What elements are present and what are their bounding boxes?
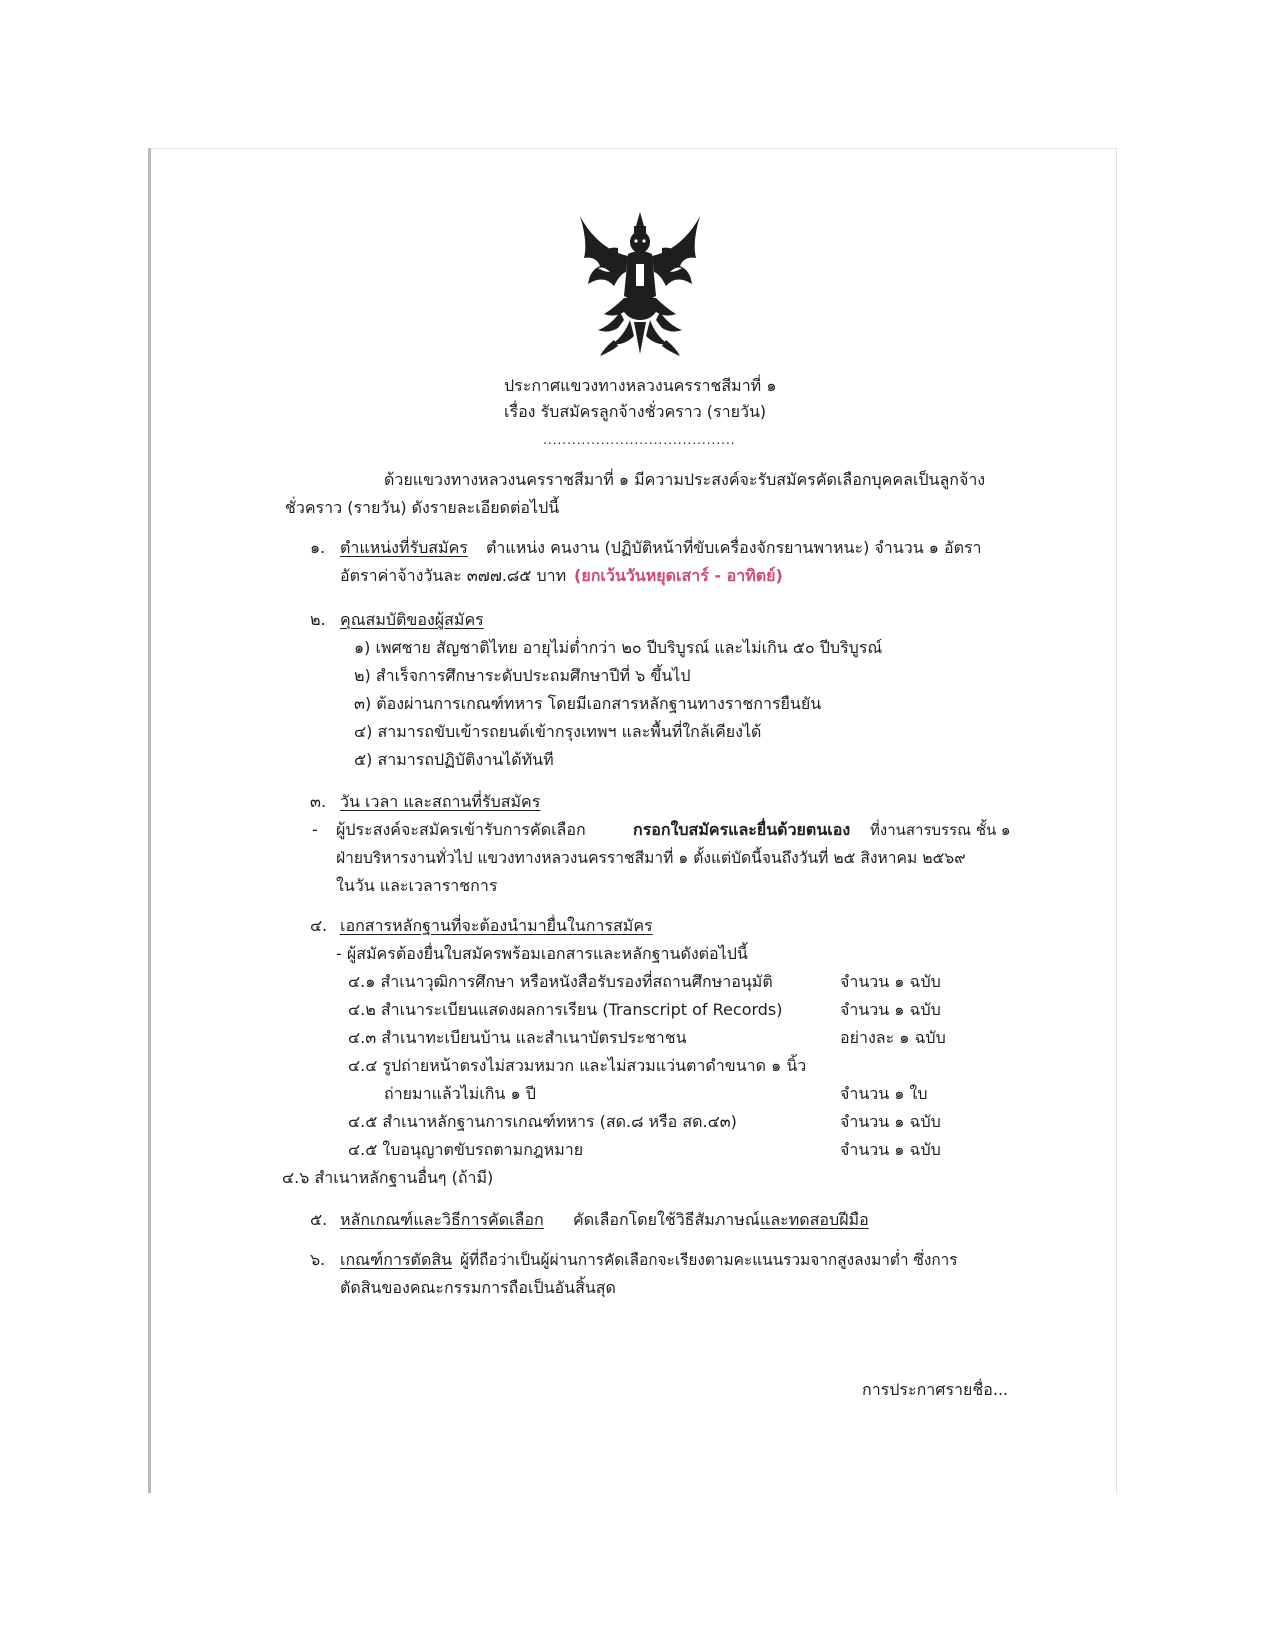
section5-number: ๕. xyxy=(310,1210,328,1229)
page-edge-right xyxy=(1116,148,1117,1493)
section3-line1-start: ผู้ประสงค์จะสมัครเข้ารับการคัดเลือก xyxy=(336,820,586,839)
section3-number: ๓. xyxy=(310,792,327,811)
intro-line-1: ด้วยแขวงทางหลวงนครราชสีมาที่ ๑ มีความประสงค์จะรับสมัครคัดเลือกบุคคลเป็นลูกจ้าง xyxy=(384,470,986,489)
document-item-qty: จำนวน ๑ ฉบับ xyxy=(840,1112,941,1131)
garuda-emblem-icon xyxy=(574,208,706,358)
qualification-item: ๑) เพศชาย สัญชาติไทย อายุไม่ต่ำกว่า ๒๐ ปีบริบูรณ์ และไม่เกิน ๕๐ ปีบริบูรณ์ xyxy=(354,638,883,657)
section4-heading: เอกสารหลักฐานที่จะต้องนำมายื่นในการสมัคร xyxy=(340,916,653,935)
document-item: ถ่ายมาแล้วไม่เกิน ๑ ปี xyxy=(384,1084,536,1103)
section4-number: ๔. xyxy=(310,916,328,935)
section5-heading: หลักเกณฑ์และวิธีการคัดเลือก xyxy=(340,1210,544,1229)
document-item-extra: ๔.๖ สำเนาหลักฐานอื่นๆ (ถ้ามี) xyxy=(282,1168,494,1187)
section1-heading: ตำแหน่งที่รับสมัคร xyxy=(340,538,468,557)
document-item: ๔.๕ ใบอนุญาตขับรถตามกฎหมาย xyxy=(348,1140,584,1159)
section2-heading: คุณสมบัติของผู้สมัคร xyxy=(340,610,484,629)
section6-line1: ผู้ที่ถือว่าเป็นผู้ผ่านการคัดเลือกจะเรียงตามคะแนนรวมจากสูงลงมาต่ำ ซึ่งการ xyxy=(460,1251,958,1269)
page-edge-top xyxy=(150,148,1116,149)
section5-text: คัดเลือกโดยใช้วิธีสัมภาษณ์ xyxy=(573,1210,760,1229)
section3-heading: วัน เวลา และสถานที่รับสมัคร xyxy=(340,792,541,811)
document-item-qty: จำนวน ๑ ฉบับ xyxy=(840,1000,941,1019)
qualification-item: ๓) ต้องผ่านการเกณฑ์ทหาร โดยมีเอกสารหลักฐานทางราชการยืนยัน xyxy=(354,694,822,713)
document-item-qty: อย่างละ ๑ ฉบับ xyxy=(840,1028,946,1047)
announcement-subject: เรื่อง รับสมัครลูกจ้างชั่วคราว (รายวัน) xyxy=(504,402,767,421)
section1-text: ตำแหน่ง คนงาน (ปฏิบัติหน้าที่ขับเครื่องจักรยานพาหนะ) จำนวน ๑ อัตรา xyxy=(486,538,982,557)
section6-line2: ตัดสินของคณะกรรมการถือเป็นอันสิ้นสุด xyxy=(340,1278,616,1297)
section6-heading: เกณฑ์การตัดสิน xyxy=(340,1250,453,1269)
document-item: ๔.๕ สำเนาหลักฐานการเกณฑ์ทหาร (สด.๘ หรือ สด.๔๓) xyxy=(348,1112,737,1131)
document-item: ๔.๑ สำเนาวุฒิการศึกษา หรือหนังสือรับรองที่สถานศึกษาอนุมัติ xyxy=(348,972,773,991)
announcement-title: ประกาศแขวงทางหลวงนครราชสีมาที่ ๑ xyxy=(504,376,777,395)
document-item-qty: จำนวน ๑ ฉบับ xyxy=(840,972,941,991)
section5-text-underlined: และทดสอบฝีมือ xyxy=(760,1210,869,1229)
section2-number: ๒. xyxy=(310,610,326,629)
intro-line-2: ชั่วคราว (รายวัน) ดังรายละเอียดต่อไปนี้ xyxy=(285,498,560,517)
document-item: ๔.๒ สำเนาระเบียนแสดงผลการเรียน (Transcript of Records) xyxy=(348,1000,783,1019)
section1-wage-note: (ยกเว้นวันหยุดเสาร์ - อาทิตย์) xyxy=(574,566,783,585)
page-edge-left xyxy=(148,148,151,1493)
header-separator: ........................................ xyxy=(543,433,736,447)
continuation-note: การประกาศรายชื่อ... xyxy=(862,1380,1009,1399)
section3-line2: ฝ่ายบริหารงานทั่วไป แขวงทางหลวงนครราชสีมาที่ ๑ ตั้งแต่บัดนี้จนถึงวันที่ ๒๕ สิงหาคม ๒๕๖๙ xyxy=(336,849,966,867)
document-item: ๔.๔ รูปถ่ายหน้าตรงไม่สวมหมวก และไม่สวมแว่นตาดำขนาด ๑ นิ้ว xyxy=(348,1056,807,1075)
document-item: ๔.๓ สำเนาทะเบียนบ้าน และสำเนาบัตรประชาชน xyxy=(348,1028,687,1047)
section1-wage: อัตราค่าจ้างวันละ ๓๗๗.๘๕ บาท xyxy=(340,566,567,585)
qualification-item: ๕) สามารถปฏิบัติงานได้ทันที xyxy=(354,750,554,769)
section3-line3: ในวัน และเวลาราชการ xyxy=(336,876,498,895)
qualification-item: ๒) สำเร็จการศึกษาระดับประถมศึกษาปีที่ ๖ ขึ้นไป xyxy=(354,666,691,685)
section3-line1-bold: กรอกใบสมัครและยื่นด้วยตนเอง xyxy=(633,820,851,839)
section1-number: ๑. xyxy=(310,538,326,557)
section3-dash: - xyxy=(312,820,318,839)
document-item-qty: จำนวน ๑ ฉบับ xyxy=(840,1140,941,1159)
section6-number: ๖. xyxy=(310,1250,326,1269)
document-item-qty: จำนวน ๑ ใบ xyxy=(840,1084,928,1103)
section3-line1-end: ที่งานสารบรรณ ชั้น ๑ xyxy=(870,821,1011,839)
qualification-item: ๔) สามารถขับเข้ารถยนต์เข้ากรุงเทพฯ และพื้นที่ใกล้เคียงได้ xyxy=(354,722,762,741)
section4-lead: - ผู้สมัครต้องยื่นใบสมัครพร้อมเอกสารและหลักฐานดังต่อไปนี้ xyxy=(336,944,748,963)
